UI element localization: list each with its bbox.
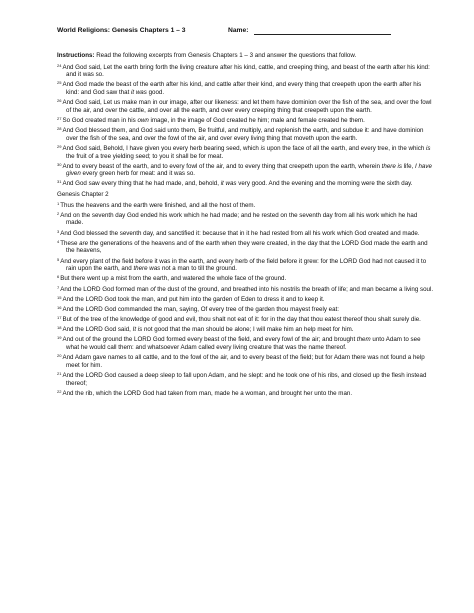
verse-italic-text: them [356,336,371,344]
chapter-1-verses [57,64,434,188]
verse-text: And God blessed the seventh day, and sanctified it: because that in it he had rested from all his work which God created and made. [60,229,420,237]
verse-text: And God blessed them, and God said unto them, Be fruitful, and multiply, and replenish the earth, and subdue it: and have dominion over the fish of the sea, and over the fowl of the air, and over every living thing that moveth upon the earth. [62,127,424,142]
verse-number: 1 [57,200,60,206]
verse-number: 25 [57,80,62,86]
verse-text: good. [146,88,165,96]
verse-text: And the LORD God took the man, and put him into the garden of Eden to dress it and to keep it. [62,295,325,303]
verse [57,240,434,255]
verse [57,275,434,283]
verse-italic-text: it was [220,180,237,188]
verse-text: And God saw every thing that he had made, and, behold, [62,180,221,188]
verse-text: And the rib, which the LORD God had taken from man, made he a woman, and brought her unto the man. [62,389,353,397]
verse-number: 18 [57,325,62,331]
verse-number: 27 [57,115,62,121]
verse-text: not a man to till the ground. [160,265,237,273]
verse-text: And to every beast of the earth, and to every fowl of the air, and to every thing that creepeth upon the earth, wherein [62,162,382,170]
verse [57,230,434,238]
verse-text: very good. And the evening and the morning were the sixth day. [236,180,413,188]
verse-text: And God made the beast of the earth after his kind, and cattle after their kind, and every thing that creepeth upon the earth after his kind: and God saw that [62,81,422,96]
worksheet-header [57,26,434,35]
verse-italic-text: I have given [66,162,432,178]
verse-text: And God said, Behold, I have given you every herb bearing seed, which [62,144,261,152]
verse-number: 16 [57,304,62,310]
verse-text: every green herb for meat: and it was so. [80,170,195,178]
verse-italic-text: there is [381,162,402,170]
verse [57,296,434,304]
verse [57,326,434,334]
verse [57,372,434,387]
verse-text: And out of the ground the LORD God formed every beast of the field, and every fowl of the air; and brought [62,336,357,344]
verse-italic-text: it was [131,88,147,96]
verse [57,286,434,294]
verse-number: 19 [57,335,62,341]
verse [57,127,434,142]
name-label: Name: [228,27,249,34]
verse-text: not good that the man should be alone; I will make him an help meet for him. [142,326,354,334]
verse-italic-text: there was [133,265,161,273]
verse-text: And the LORD God caused a deep sleep to fall upon Adam, and he slept: and he took one of his ribs, and closed up the flesh instead thereof; [62,372,427,387]
verse-number: 29 [57,143,62,149]
verse-text: And Adam gave names to all cattle, and to the fowl of the air, and to every beast of the field; but for Adam there was not found a help meet for him. [62,354,425,369]
verse [57,390,434,398]
verse-text: And on the seventh day God ended his work which he had made; and he rested on the seventh day from all his work which he had made. [60,211,418,227]
verse [57,180,434,188]
verse-number: 3 [57,228,60,234]
verse-number: 31 [57,179,62,185]
chapter-2-heading: Genesis Chapter 2 [57,190,109,198]
verse-text: And every plant of the field before it was in the earth, and every herb of the field before it grew: for the LORD God had not caused it to rain upon the earth, and [60,257,427,273]
verse-text: the fruit of a tree yielding seed; to you it shall be for meat. [66,152,224,160]
verse-italic-text: is [426,144,431,152]
verse [57,336,434,351]
verse-italic-text: of [150,285,156,293]
verse-number: 28 [57,126,62,132]
verse-text: Thus the heavens and the earth were finished, and all the host of them. [60,201,256,209]
verse [57,258,434,273]
verse-number: 30 [57,161,62,167]
verse-text: image, in the image of God created he him; male and female created he them. [148,116,365,124]
verse-text: But of the tree of the knowledge of good and evil, thou shalt not eat of it: for in the day that thou eatest thereof thou shalt surely die. [62,316,421,324]
verse-text: And God said, Let us make man in our image, after our likeness: and let them have dominion over the fish of the sea, and over the fowl of the air, and over the cattle, and over all the earth, and over every creeping thing that creepeth upon the earth. [62,99,432,114]
verse-text: These [60,239,80,247]
verse-text: And the LORD God said, [62,326,133,334]
verse-number: 26 [57,98,62,104]
verse-italic-text: are [79,239,89,247]
verse-text: life, [401,162,416,170]
verse-italic-text: own [137,116,149,124]
verse-number: 4 [57,238,60,244]
verse [57,202,434,210]
verse [57,316,434,324]
verse-number: 15 [57,294,62,300]
verse-number: 22 [57,388,62,394]
name-field-line[interactable] [254,27,391,35]
verse [57,306,434,314]
verse-text: And the LORD God formed man [60,285,151,293]
verse-number: 20 [57,353,62,359]
verse [57,99,434,114]
verse-text: the dust of the ground, and breathed into his nostrils the breath of life; and man became a living soul. [155,285,434,293]
verse-text: unto Adam to see what he would call them: and whatsoever Adam called every living creature that was the name thereof. [66,336,421,352]
verse-text: But there went up a mist from the earth, and watered the whole face of the ground. [60,275,287,283]
chapter-2-verses [57,202,434,398]
verse [57,81,434,96]
verse [57,212,434,227]
instructions [57,52,434,60]
verse-number: 7 [57,284,60,290]
verse [57,163,434,178]
verse-number: 17 [57,315,62,321]
verse-italic-text: It is [132,326,143,334]
verse-text: upon the face of all the earth, and every tree, in the which [265,144,427,152]
verse-number: 2 [57,210,60,216]
instructions-label: Instructions: [57,52,95,59]
verse [57,354,434,369]
verse [57,145,434,160]
verse [57,64,434,79]
instructions-text: Read the following excerpts from Genesis Chapters 1 – 3 and answer the questions that follow. [94,52,357,59]
verse-text: So God created man in his [62,116,138,124]
verse-text: And the LORD God commanded the man, saying, Of every tree of the garden thou mayest freely eat: [62,305,339,313]
page-title: World Religions: Genesis Chapters 1 – 3 [57,27,186,34]
verse-number: 6 [57,274,60,280]
verse-number: 24 [57,62,62,68]
verse [57,117,434,125]
verse-number: 5 [57,256,60,262]
verse-text: the generations of the heavens and of the earth when they were created, in the day that the LORD God made the earth and the heavens, [66,239,428,255]
verse-text: And God said, Let the earth bring forth the living creature after his kind, cattle, and creeping thing, and beast of the earth after his kind: and it was so. [62,63,430,79]
verse-number: 21 [57,371,62,377]
verse-italic-text: is [260,144,266,152]
